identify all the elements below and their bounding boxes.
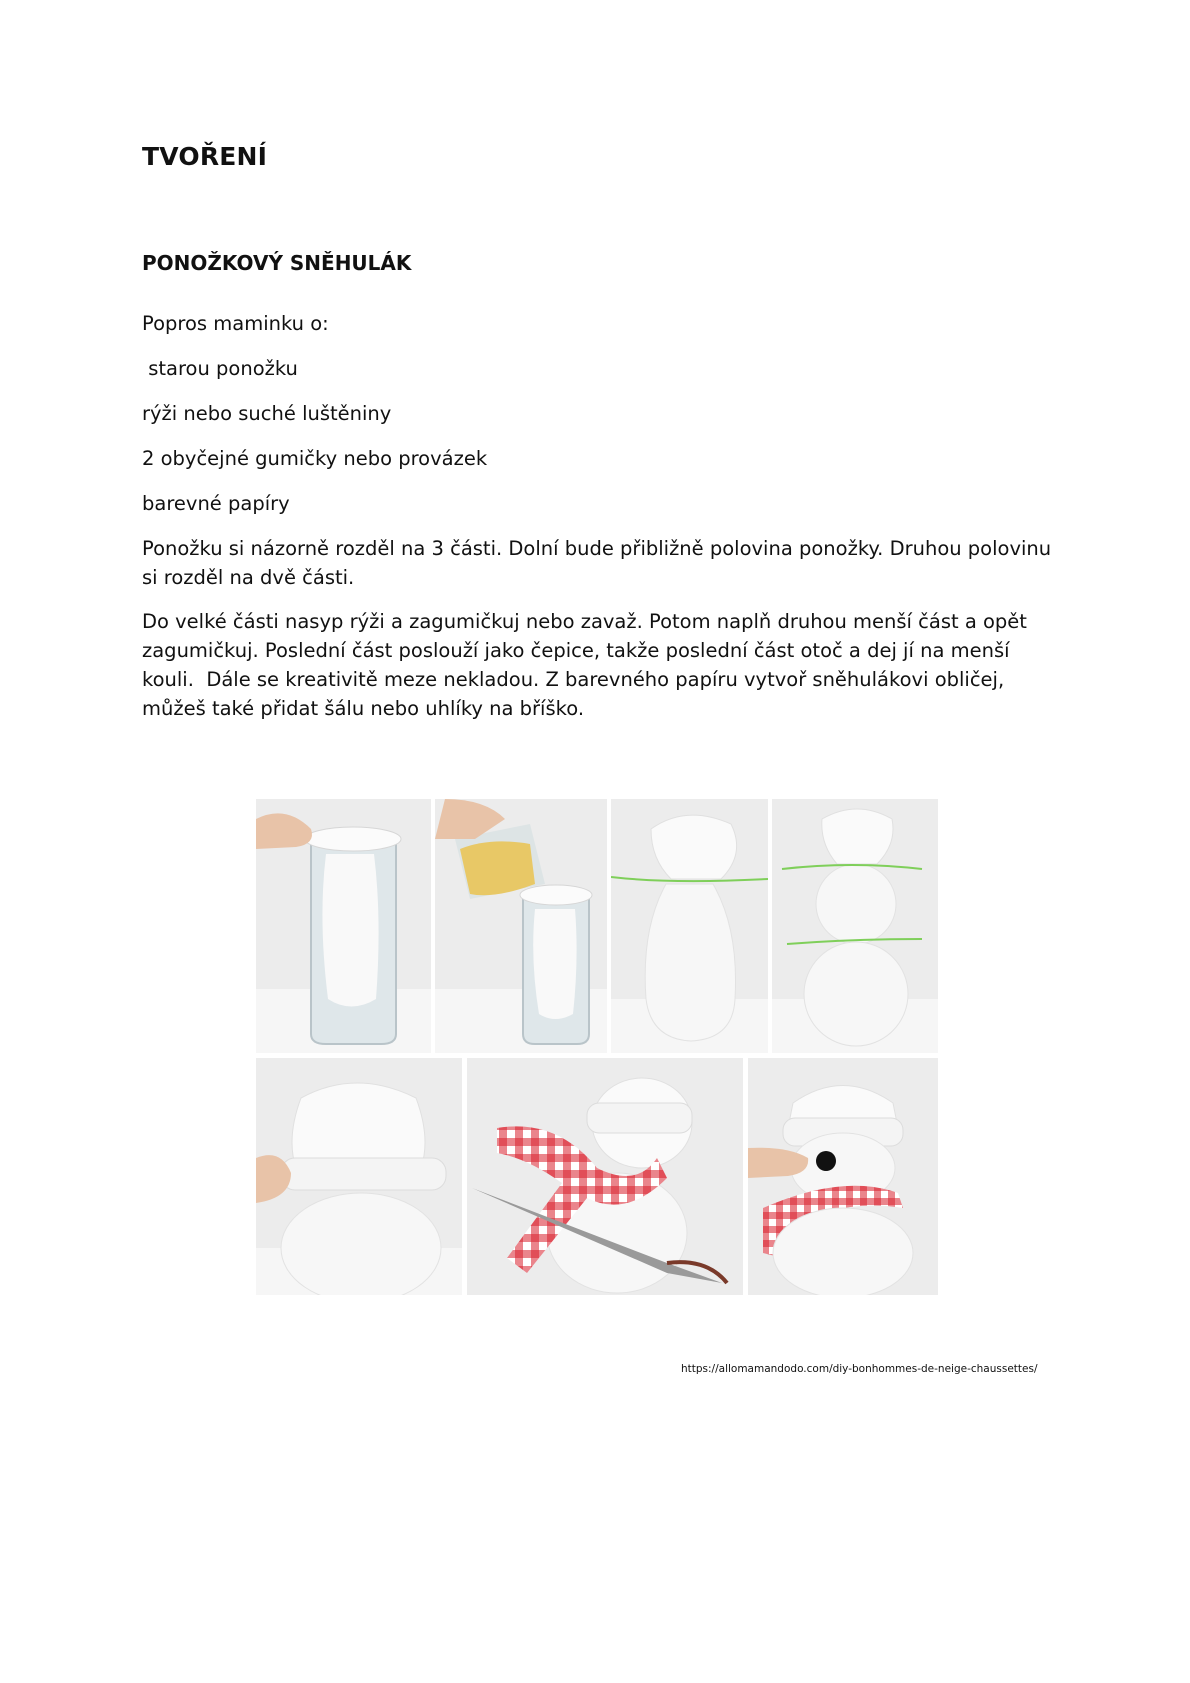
step-photo-finished-snowman — [748, 1058, 938, 1295]
instruction-paragraph: Do velké části nasyp rýži a zagumičkuj nebo zavaž. Potom naplň druhou menší část a opět zagumičkuj. Poslední část poslouží jako čepice, takže poslední část otoč a dej jí na menší kouli. Dále se kreativitě meze nekladou. Z barevného papíru vytvoř sněhulákovi obličej, můžeš také přidat šálu nebo uhlíky na bříško. — [142, 610, 1034, 720]
step-photo-tied-sock — [611, 799, 768, 1053]
step-photo-sock-in-glass — [256, 799, 431, 1053]
tutorial-photo-collage — [256, 799, 938, 1295]
step-photo-two-balls — [772, 799, 938, 1053]
page-title: TVOŘENÍ — [142, 142, 268, 171]
material-item: barevné papíry — [142, 492, 290, 515]
instruction-paragraph: Ponožku si názorně rozděl na 3 části. Dolní bude přibližně polovina ponožky. Druhou polovinu si rozděl na dvě části. — [142, 537, 1052, 589]
step-photo-folding-hat — [256, 1058, 462, 1295]
material-item: 2 obyčejné gumičky nebo provázek — [142, 447, 488, 470]
section-title: PONOŽKOVÝ SNĚHULÁK — [142, 251, 412, 275]
intro-text: Popros maminku o: — [142, 312, 329, 335]
step-photo-pouring-rice — [435, 799, 607, 1053]
material-item: starou ponožku — [142, 357, 298, 380]
step-photo-cutting-scarf — [467, 1058, 743, 1295]
source-link[interactable]: https://allomamandodo.com/diy-bonhommes-de-neige-chaussettes/ — [681, 1363, 1038, 1375]
material-item: rýži nebo suché luštěniny — [142, 402, 392, 425]
